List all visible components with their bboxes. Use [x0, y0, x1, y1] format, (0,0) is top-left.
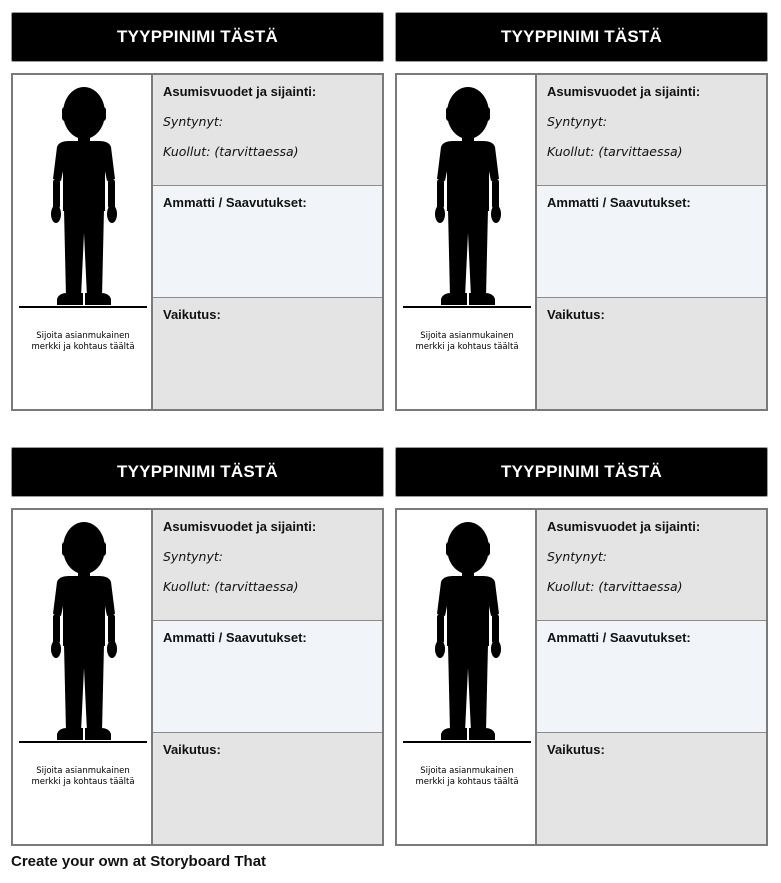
impact-label: Vaikutus:: [163, 742, 221, 757]
impact-section[interactable]: [153, 298, 382, 409]
silhouette-figure-icon: [49, 83, 119, 307]
residence-label: Asumisvuodet ja sijainti:: [163, 84, 317, 99]
residence-section[interactable]: [537, 75, 766, 186]
card-title[interactable]: TYYPPINIMI TÄSTÄ: [11, 12, 384, 62]
storyboard-that-credit-link[interactable]: Create your own at Storyboard That: [11, 853, 267, 870]
info-panel: [537, 75, 766, 409]
placeholder-caption: Sijoita asianmukainen merkki ja kohtaus täältä: [415, 331, 519, 352]
impact-section[interactable]: [153, 733, 382, 844]
occupation-section[interactable]: [537, 621, 766, 733]
occupation-section[interactable]: [537, 186, 766, 298]
card-body: [395, 508, 768, 846]
silhouette-figure-icon: [433, 518, 503, 742]
placeholder-caption: Sijoita asianmukainen merkki ja kohtaus täältä: [415, 766, 519, 787]
residence-section[interactable]: [153, 75, 382, 186]
ground-line: [403, 306, 531, 308]
card-body: [395, 73, 768, 411]
info-panel: [537, 510, 766, 844]
ground-line: [403, 741, 531, 743]
born-label: Syntynyt:: [163, 114, 223, 129]
card-body: [11, 508, 384, 846]
residence-label: Asumisvuodet ja sijainti:: [547, 519, 701, 534]
info-panel: [153, 510, 382, 844]
residence-section[interactable]: [537, 510, 766, 621]
ground-line: [19, 306, 147, 308]
residence-label: Asumisvuodet ja sijainti:: [547, 84, 701, 99]
card-title[interactable]: TYYPPINIMI TÄSTÄ: [395, 447, 768, 497]
died-label: Kuollut: (tarvittaessa): [163, 144, 299, 159]
impact-section[interactable]: [537, 733, 766, 844]
occupation-label: Ammatti / Saavutukset:: [547, 195, 691, 210]
card-body: [11, 73, 384, 411]
card-title[interactable]: TYYPPINIMI TÄSTÄ: [11, 447, 384, 497]
born-label: Syntynyt:: [547, 114, 607, 129]
placeholder-caption: Sijoita asianmukainen merkki ja kohtaus täältä: [31, 766, 135, 787]
died-label: Kuollut: (tarvittaessa): [547, 144, 683, 159]
born-label: Syntynyt:: [547, 549, 607, 564]
impact-section[interactable]: [537, 298, 766, 409]
impact-label: Vaikutus:: [547, 307, 605, 322]
info-panel: [153, 75, 382, 409]
died-label: Kuollut: (tarvittaessa): [163, 579, 299, 594]
born-label: Syntynyt:: [163, 549, 223, 564]
occupation-section[interactable]: [153, 186, 382, 298]
character-panel[interactable]: [397, 75, 537, 409]
occupation-label: Ammatti / Saavutukset:: [163, 195, 307, 210]
ground-line: [19, 741, 147, 743]
residence-label: Asumisvuodet ja sijainti:: [163, 519, 317, 534]
placeholder-caption: Sijoita asianmukainen merkki ja kohtaus täältä: [31, 331, 135, 352]
character-panel[interactable]: [13, 510, 153, 844]
occupation-section[interactable]: [153, 621, 382, 733]
card-title[interactable]: TYYPPINIMI TÄSTÄ: [395, 12, 768, 62]
silhouette-figure-icon: [433, 83, 503, 307]
character-panel[interactable]: [397, 510, 537, 844]
silhouette-figure-icon: [49, 518, 119, 742]
impact-label: Vaikutus:: [163, 307, 221, 322]
occupation-label: Ammatti / Saavutukset:: [547, 630, 691, 645]
impact-label: Vaikutus:: [547, 742, 605, 757]
character-panel[interactable]: [13, 75, 153, 409]
died-label: Kuollut: (tarvittaessa): [547, 579, 683, 594]
residence-section[interactable]: [153, 510, 382, 621]
occupation-label: Ammatti / Saavutukset:: [163, 630, 307, 645]
